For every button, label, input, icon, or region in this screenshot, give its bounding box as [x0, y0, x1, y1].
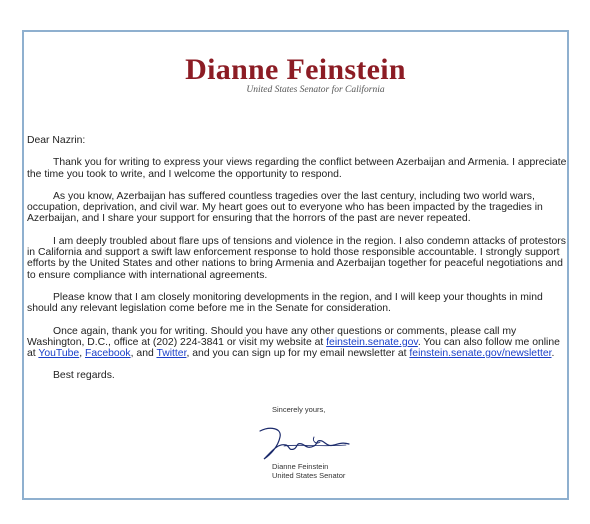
signer-name: Dianne Feinstein	[272, 462, 329, 471]
letterhead	[24, 54, 567, 96]
p5-text-4: , and	[130, 348, 157, 360]
signature-closing: Sincerely yours,	[272, 405, 326, 414]
signature-name-block	[272, 462, 345, 480]
website-link[interactable]: feinstein.senate.gov	[326, 336, 418, 348]
signer-title: United States Senator	[272, 471, 346, 480]
letter-body	[27, 135, 568, 393]
p5-text-2: . You can also follow me online at	[27, 336, 560, 360]
facebook-link[interactable]: Facebook	[85, 348, 131, 360]
handwritten-signature	[254, 423, 354, 461]
newsletter-link[interactable]: feinstein.senate.gov/newsletter	[409, 348, 552, 360]
youtube-link[interactable]: YouTube	[38, 348, 80, 360]
letter-frame	[22, 30, 569, 500]
twitter-link[interactable]: Twitter	[156, 348, 187, 360]
p5-text-3: ,	[79, 348, 85, 360]
p5-text-1: Once again, thank you for writing. Should you have any other questions or comments, please call my Washington, D.C., office at (202) 224-3841 or visit my website at	[27, 325, 517, 348]
letterhead-subtitle: United States Senator for California	[246, 85, 385, 95]
paragraph-1: Thank you for writing to express your views regarding the conflict between Azerbaijan and Armenia. I appreciate the time you took to write, and I welcome the opportunity to respond.	[27, 157, 567, 180]
closing-regards: Best regards.	[53, 370, 115, 382]
paragraph-5	[27, 326, 568, 360]
p5-text-5: , and you can sign up for my email newsletter at	[186, 348, 410, 360]
salutation: Dear Nazrin:	[27, 135, 86, 146]
p5-text-6: .	[551, 348, 555, 360]
paragraph-2: As you know, Azerbaijan has suffered countless tragedies over the last century, including two world wars, occupation, deprivation, and civil war. My heart goes out to everyone who has been impacted by the tragedies in Azerbaijan, and I share your support for ensuring that the horrors of the past are never repeated.	[27, 190, 543, 225]
letterhead-name: Dianne Feinstein	[185, 53, 406, 86]
paragraph-3: I am deeply troubled about flare ups of tensions and violence in the region. I also condemn attacks of protestors in California and support a swift law enforcement response to hold those responsible accountable. I strongly support efforts by the United States and other nations to bring Armenia and Azerbaijan together for peaceful negotiations and to ensure compliance with international agreements.	[27, 235, 566, 281]
paragraph-4: Please know that I am closely monitoring developments in the region, and I will keep your thoughts in mind should any relevant legislation come before me in the Senate for consideration.	[27, 291, 543, 315]
